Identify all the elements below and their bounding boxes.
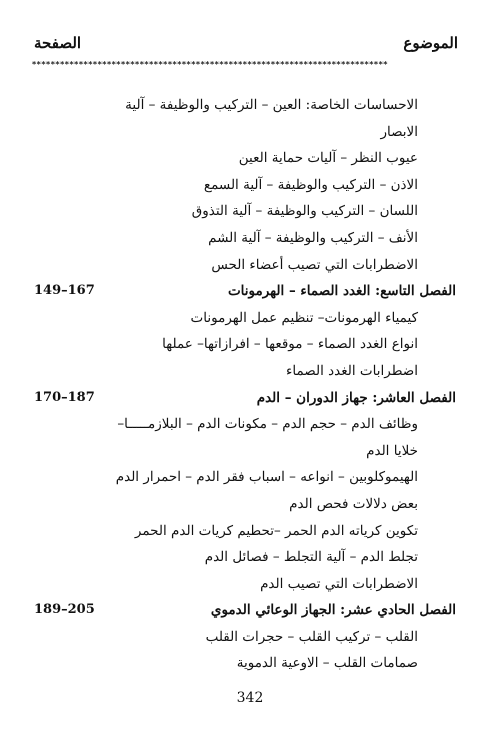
section-title: اللسان – التركيب والوظيفة – آلية التذوق [191,203,418,220]
section-entry [0,411,500,438]
section-title: الأنف – التركيب والوظيفة – آلية الشم [208,229,418,246]
chapter-page-range: 170–187 [34,389,95,405]
section-title: كيمياء الهرمونات– تنظيم عمل الهرمونات [190,309,418,326]
section-title: تكوين كرياته الدم الحمر –تحطيم كريات الدم الحمر [134,522,418,539]
chapter-entry [0,278,500,305]
section-entry [0,119,500,146]
section-title: الاذن – التركيب والوظيفة – آلية السمع [203,176,418,193]
section-entry [0,438,500,465]
section-title: بعض دلالات فحص الدم [289,495,418,512]
page-number: 342 [236,690,264,706]
section-title: صمامات القلب – الاوعية الدموية [236,655,418,672]
section-title: الاضطرابات التي تصيب أعضاء الحس [211,256,418,273]
section-entry [0,624,500,651]
section-entry [0,491,500,518]
contents-list [0,92,500,677]
section-entry [0,571,500,598]
section-title: الهيموكلوبين – انواعه – اسباب فقر الدم – احمرار الدم [115,469,418,486]
chapter-entry [0,385,500,412]
section-title: الاضطرابات التي تصيب الدم [260,575,418,592]
section-entry [0,252,500,279]
asterisk-separator: **************************************************************************** [32,60,388,69]
section-title: الاحساسات الخاصة: العين – التركيب والوظيفة – آلية [125,97,418,113]
section-entry [0,650,500,677]
section-entry [0,464,500,491]
section-title: الابصار [380,123,418,140]
section-title: انواع الغدد الصماء – موقعها – افرازاتها– عملها [162,336,418,353]
chapter-title: الفصل الحادي عشر: الجهاز الوعائي الدموي [210,602,456,619]
section-entry [0,198,500,225]
chapter-page-range: 189–205 [34,602,95,618]
section-entry [0,544,500,571]
section-entry [0,518,500,545]
section-entry [0,331,500,358]
section-title: القلب – تركيب القلب – حجرات القلب [205,628,418,645]
section-entry [0,305,500,332]
page-column-header: الصفحة [34,34,82,52]
section-entry [0,172,500,199]
section-entry [0,92,500,119]
section-title: خلايا الدم [366,442,418,459]
chapter-entry [0,597,500,624]
topic-column-header: الموضوع [403,34,458,52]
section-title: عيوب النظر – آليات حماية العين [238,150,418,167]
chapter-title: الفصل التاسع: الغدد الصماء – الهرمونات [227,283,456,300]
section-title: وظائف الدم – حجم الدم – مكونات الدم – البلازمـــــا– [117,416,418,433]
section-title: تجلط الدم – آلية التجلط – فصائل الدم [204,549,418,566]
chapter-title: الفصل العاشر: جهاز الدوران – الدم [256,389,456,406]
section-entry [0,358,500,385]
chapter-page-range: 149–167 [34,283,95,299]
section-title: اضطرابات الغدد الصماء [286,362,418,379]
section-entry [0,145,500,172]
section-entry [0,225,500,252]
